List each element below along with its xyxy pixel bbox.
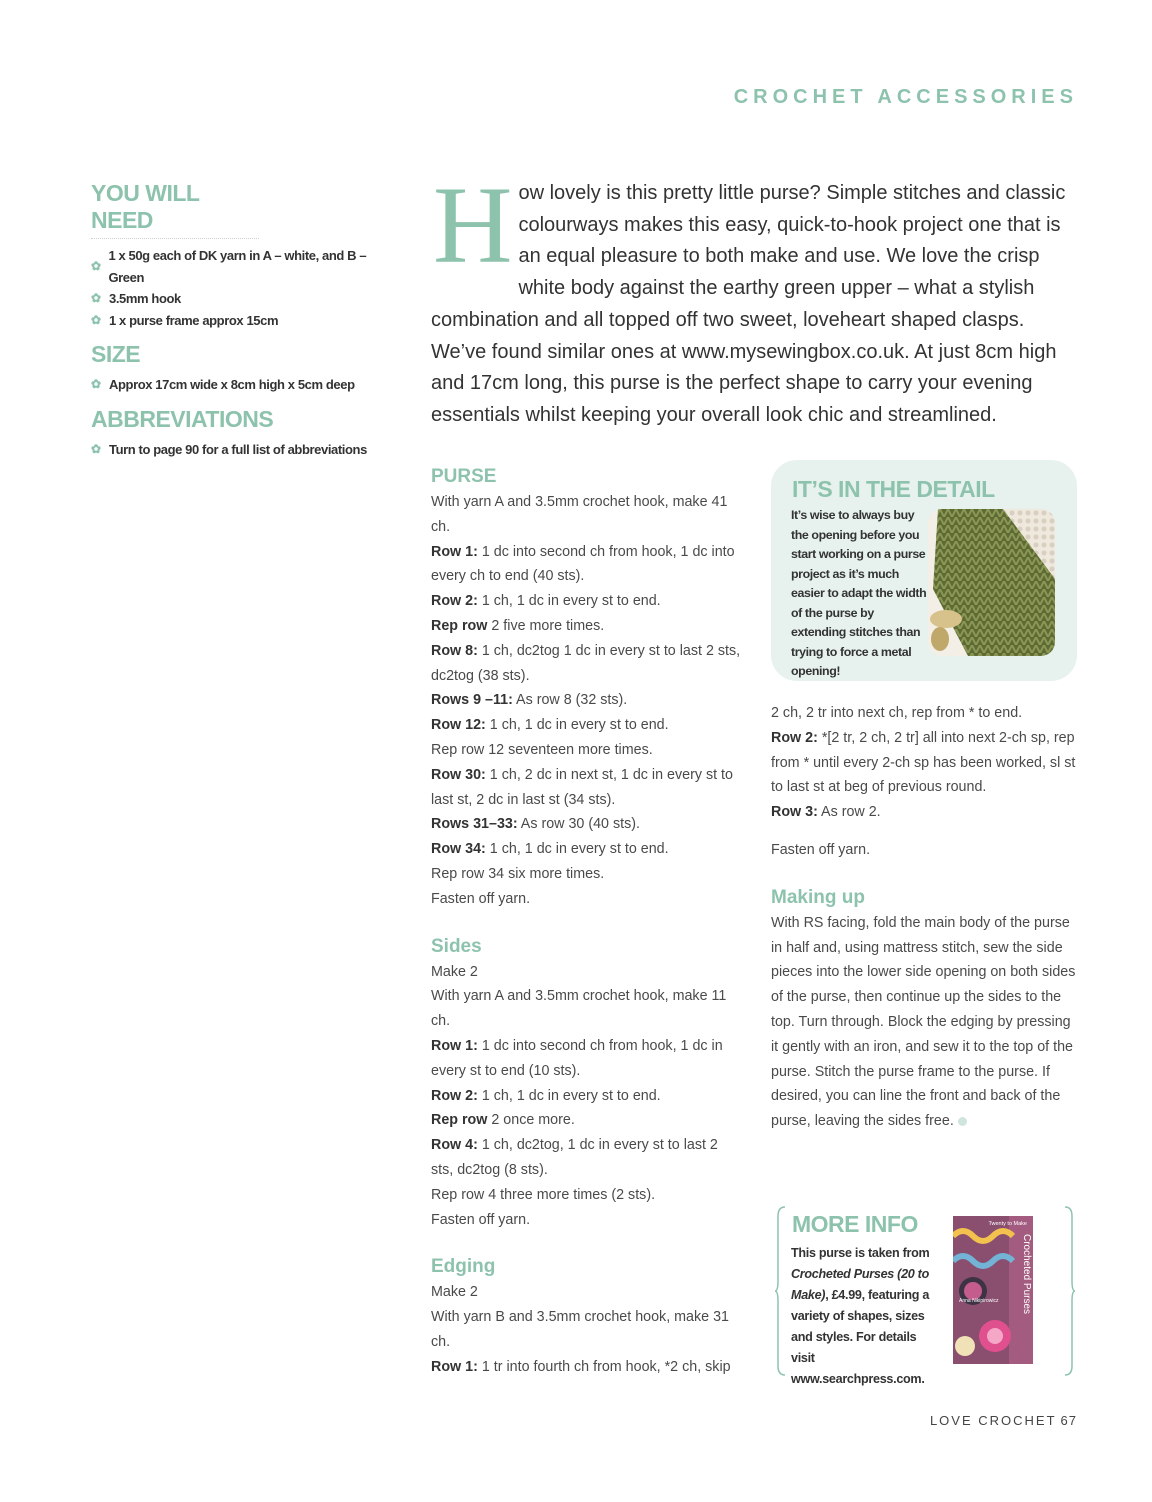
pattern-row: Row 12: 1 ch, 1 dc in every st to end. — [431, 717, 669, 734]
bracket-right-icon — [1063, 1206, 1075, 1376]
size-list — [91, 374, 391, 396]
crochet-closeup-image — [928, 509, 1055, 656]
pattern-row: Rows 31–33: As row 30 (40 sts). — [431, 816, 640, 833]
purse-detail-photo — [928, 509, 1055, 656]
detail-text: It’s wise to always buy the opening before you start working on a purse project as it’s much easier to adapt the width of the purse by extending stitches than trying to force a metal opening! — [791, 508, 927, 678]
intro-paragraph — [431, 164, 1076, 432]
svg-text:Crocheted Purses: Crocheted Purses — [1021, 1234, 1032, 1315]
list-item: ✿ 1 x purse frame approx 15cm — [91, 310, 391, 332]
purse-intro: With yarn A and 3.5mm crochet hook, make 41 ch. — [431, 494, 728, 535]
end-dot-icon — [958, 1117, 967, 1126]
pattern-row: Row 3: As row 2. — [771, 804, 881, 821]
pattern-row: Rep row 2 five more times. — [431, 617, 605, 634]
pattern-row: 2 ch, 2 tr into next ch, rep from * to end. — [771, 705, 1023, 721]
sides-rows — [431, 984, 741, 1232]
page-footer — [930, 1413, 1077, 1428]
detail-tip-box — [771, 460, 1077, 681]
flower-bullet-icon: ✿ — [91, 258, 101, 273]
flower-bullet-icon: ✿ — [91, 441, 101, 456]
list-item: ✿ Approx 17cm wide x 8cm high x 5cm deep — [91, 374, 391, 396]
pattern-column-right — [771, 701, 1076, 1134]
pattern-row: Rows 9 –11: As row 8 (32 sts). — [431, 692, 628, 709]
intro-text: ow lovely is this pretty little purse? Simple stitches and classic colourways makes this easy, quick-to-hook project one that is an equal pleasure to both make and use. We love the crisp white body against the earthy green upper – what a stylish combination and all topped off two sweet, loveheart shaped clasps. We’ve found similar ones at www.mysewingbox.co.uk. At just 8cm high and 17cm long, this purse is the perfect shape to carry your evening essentials whilst keeping your overall look chic and streamlined. — [431, 182, 1066, 426]
list-item: ✿ Turn to page 90 for a full list of abbreviations — [91, 439, 391, 461]
edging-continued-rows — [771, 701, 1076, 825]
pattern-row: Fasten off yarn. — [431, 890, 531, 907]
pattern-row: Row 30: 1 ch, 2 dc in next st, 1 dc in every st to last st, 2 dc in last st (34 sts). — [431, 766, 733, 808]
edging-intro: Make 2 — [431, 1284, 478, 1301]
pattern-row: Row 1: 1 tr into fourth ch from hook, *2 ch, skip — [431, 1358, 731, 1375]
pattern-row: Row 4: 1 ch, dc2tog, 1 dc in every st to last 2 sts, dc2tog (8 sts). — [431, 1137, 718, 1178]
pattern-row: Row 2: 1 ch, 1 dc in every st to end. — [431, 1087, 661, 1104]
materials-list — [91, 245, 391, 331]
abbreviations-heading: ABBREVIATIONS — [91, 405, 274, 432]
edging-rows — [431, 1305, 741, 1379]
size-heading: SIZE — [91, 341, 141, 367]
svg-text:Twenty to Make: Twenty to Make — [988, 1221, 1027, 1227]
pattern-row: With yarn B and 3.5mm crochet hook, make 31 ch. — [431, 1309, 729, 1350]
pattern-row: Row 1: 1 dc into second ch from hook, 1 dc in every st to end (10 sts). — [431, 1037, 723, 1079]
magazine-name: LOVE CROCHET — [929, 1413, 1057, 1428]
pattern-row: With yarn A and 3.5mm crochet hook, make 11 ch. — [431, 988, 727, 1030]
list-item: ✿ 1 x 50g each of DK yarn in A – white, and B – Green — [91, 248, 367, 285]
making-up-heading: Making up — [771, 886, 865, 908]
fasten-off-note: Fasten off yarn. — [771, 841, 871, 858]
page-number: 67 — [1060, 1413, 1077, 1428]
pattern-row: Row 8: 1 ch, dc2tog 1 dc in every st to last 2 sts, dc2tog (38 sts). — [431, 642, 741, 684]
detail-heading: IT’S IN THE DETAIL — [792, 476, 995, 502]
you-will-need-heading: YOU WILL NEED — [91, 180, 259, 239]
drop-cap: H — [433, 164, 513, 286]
edging-heading: Edging — [431, 1256, 496, 1278]
flower-bullet-icon: ✿ — [91, 291, 101, 305]
sides-intro: Make 2 — [431, 963, 478, 980]
purse-heading: PURSE — [431, 466, 497, 487]
more-info-box — [775, 1206, 1075, 1386]
pattern-column-left — [431, 464, 741, 1380]
sides-heading: Sides — [431, 935, 482, 957]
bracket-left-icon — [775, 1206, 787, 1376]
pattern-row: Fasten off yarn. — [431, 1211, 531, 1228]
pattern-row: Row 1: 1 dc into second ch from hook, 1 dc into every ch to end (40 sts). — [431, 543, 735, 585]
pattern-row: Row 2: 1 ch, 1 dc in every st to end. — [431, 593, 661, 610]
making-up-text: With RS facing, fold the main body of the purse in half and, using mattress stitch, sew the side pieces into the lower side opening on both sides of the purse, then continue up the sides to the top. Turn through. Block the edging by pressing it gently with an iron, and sew it to the top of the purse. Stitch the purse frame to the purse. If desired, you can line the front and back of the purse, leaving the sides free. — [771, 914, 1076, 1130]
pattern-row: Rep row 4 three more times (2 sts). — [431, 1186, 656, 1203]
purse-rows — [431, 540, 741, 912]
flower-bullet-icon: ✿ — [91, 312, 101, 327]
pattern-row: Rep row 34 six more times. — [431, 865, 605, 882]
materials-sidebar — [91, 180, 391, 470]
list-item: ✿ 3.5mm hook — [91, 288, 391, 310]
pattern-row: Row 2: *[2 tr, 2 ch, 2 tr] all into next 2-ch sp, rep from * until every 2-ch sp has been worked, sl st to last st at beg of previous round. — [771, 729, 1076, 796]
section-label: CROCHET ACCESSORIES — [733, 86, 1078, 108]
more-info-text: This purse is taken from Crocheted Purses (20 to Make), £4.99, featuring a variety of shapes, sizes and styles. For details visit www.searchpress.com. — [791, 1246, 930, 1386]
abbreviations-list — [91, 439, 391, 461]
svg-text:Anna Nikipirowicz: Anna Nikipirowicz — [959, 1298, 999, 1304]
pattern-row: Row 34: 1 ch, 1 dc in every st to end. — [431, 841, 669, 858]
pattern-row: Rep row 12 seventeen more times. — [431, 741, 653, 758]
flower-bullet-icon: ✿ — [91, 377, 101, 391]
more-info-heading: MORE INFO — [792, 1211, 918, 1237]
book-cover-image — [953, 1216, 1033, 1364]
pattern-row: Rep row 2 once more. — [431, 1112, 575, 1129]
